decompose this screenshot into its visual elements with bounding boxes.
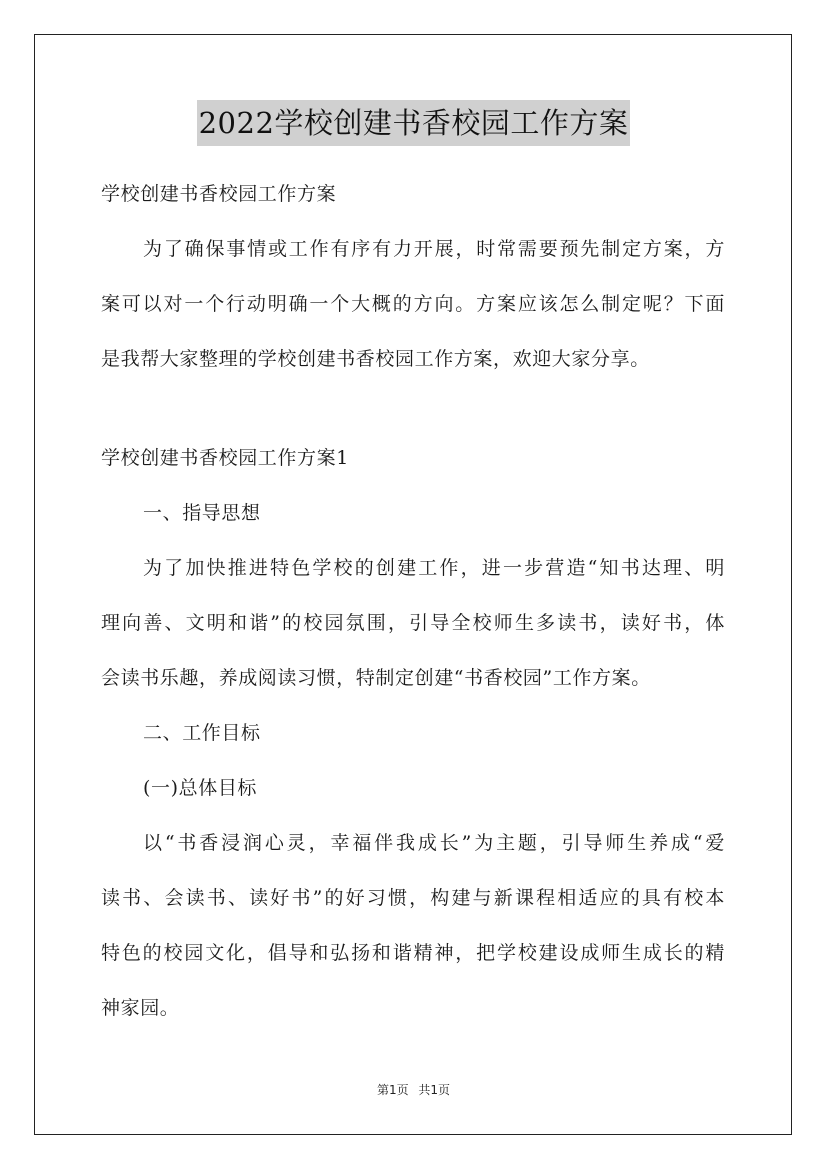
goal-line-3: 特色的校园文化，倡导和弘扬和谐精神，把学校建设成师生成长的精 — [101, 942, 725, 964]
document-title: 2022学校创建书香校园工作方案 — [197, 100, 631, 146]
section-heading: 学校创建书香校园工作方案 — [101, 183, 337, 205]
section-one-heading: 一、指导思想 — [143, 502, 261, 524]
guiding-line-2: 理向善、文明和谐”的校园氛围，引导全校师生多读书，读好书，体 — [101, 612, 725, 634]
goal-line-1: 以“书香浸润心灵，幸福伴我成长”为主题，引导师生养成“爱 — [143, 832, 725, 854]
page-total: 共1页 — [418, 1083, 451, 1097]
goal-line-2: 读书、会读书、读好书”的好习惯，构建与新课程相适应的具有校本 — [101, 887, 725, 909]
page-footer — [0, 1081, 827, 1098]
intro-line-2: 案可以对一个行动明确一个大概的方向。方案应该怎么制定呢？下面 — [101, 293, 725, 315]
section-two-heading: 二、工作目标 — [143, 722, 261, 744]
intro-line-1: 为了确保事情或工作有序有力开展，时常需要预先制定方案，方 — [143, 238, 725, 260]
paragraph-spacer — [101, 392, 725, 436]
title-area — [0, 100, 827, 146]
page-number: 第1页 — [376, 1083, 409, 1097]
guiding-line-3: 会读书乐趣，养成阅读习惯，特制定创建“书香校园”工作方案。 — [101, 667, 651, 689]
document-body — [101, 172, 725, 1041]
subsection-heading: (一)总体目标 — [143, 777, 258, 799]
goal-line-4: 神家园。 — [101, 997, 180, 1019]
intro-line-3: 是我帮大家整理的学校创建书香校园工作方案，欢迎大家分享。 — [101, 348, 650, 370]
guiding-line-1: 为了加快推进特色学校的创建工作，进一步营造“知书达理、明 — [143, 557, 725, 579]
plan-heading: 学校创建书香校园工作方案1 — [101, 447, 349, 469]
